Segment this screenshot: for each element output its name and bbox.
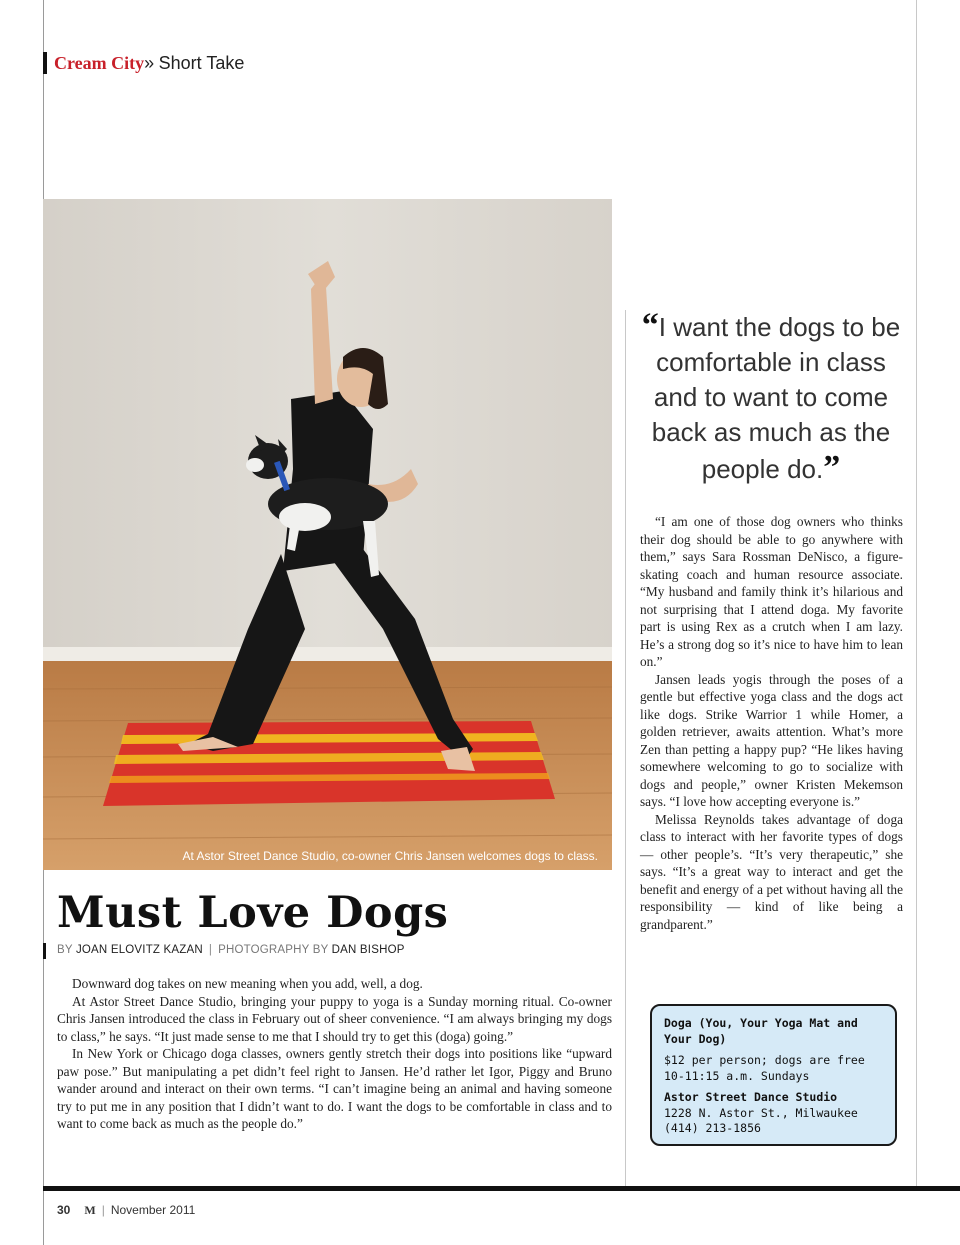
article-headline: Must Love Dogs	[57, 888, 449, 938]
article-body-left	[57, 975, 612, 1133]
section-separator: »	[144, 53, 155, 73]
body-paragraph: Melissa Reynolds takes advantage of doga class to interact with her favorite types of dogs — other people’s. “It’s very therapeutic,” she says. “It’s a great way to interact and get the benefit and energy of a pet without having all the responsibility — kind of like being a grandparent.”	[640, 811, 903, 932]
pull-quote-text: I want the dogs to be comfortable in class and to want to come back as much as the people do.	[651, 312, 901, 484]
page-folio	[57, 1203, 195, 1218]
folio-separator: |	[101, 1203, 105, 1217]
info-box	[650, 1004, 897, 1146]
byline-photographer: DAN BISHOP	[331, 944, 405, 956]
body-paragraph: Jansen leads yogis through the poses of a gentle but effective yoga class and the dogs act like dogs. Strike Warrior 1 while Homer, a golden retriever, awaits attention. What’s more Zen than petting a happy pup? “He likes having somewhere welcoming to go to socialize with dogs and people,” owner Kristen Mekemson says. “I love how accepting everyone is.”	[640, 671, 903, 809]
info-box-price: $12 per person; dogs are free	[664, 1053, 865, 1067]
byline-author: JOAN ELOVITZ KAZAN	[75, 944, 203, 956]
byline-separator: |	[208, 944, 213, 956]
info-box-venue: Astor Street Dance Studio	[664, 1090, 838, 1104]
footer-rule	[43, 1186, 960, 1191]
info-box-phone: (414) 213-1856	[664, 1121, 761, 1135]
info-box-address: 1228 N. Astor St., Milwaukee	[664, 1105, 858, 1120]
body-paragraph: “I am one of those dog owners who thinks their dog should be able to go anywhere with them,” says Sara Rossman DeNisco, a figure-skating coach and human resource associate. “My husband and family think it’s hilarious and not surprising that I attend doga. My favorite part is using Rex as a crutch when I am lazy. He’s a strong dog so it’s nice to have him to lean on.”	[640, 514, 903, 669]
open-quote-mark: “	[641, 307, 659, 344]
yoga-photo-illustration	[43, 199, 612, 870]
byline-photo-label: PHOTOGRAPHY BY	[218, 944, 329, 956]
feature-photo	[43, 199, 612, 870]
close-quote-mark: ”	[823, 449, 841, 486]
byline	[57, 944, 405, 956]
section-header	[54, 52, 244, 74]
photo-caption: At Astor Street Dance Studio, co-owner Chris Jansen welcomes dogs to class.	[182, 849, 598, 863]
magazine-logo: M	[84, 1203, 96, 1217]
right-margin-rule	[916, 0, 917, 1188]
article-body-right	[640, 513, 903, 933]
page-number: 30	[57, 1203, 71, 1217]
pull-quote	[640, 308, 902, 487]
body-paragraph: At Astor Street Dance Studio, bringing your puppy to yoga is a Sunday morning ritual. Co-owner Chris Jansen introduced the class in February out of sheer convenience. “I am always bringing my dogs to class,” he says. “It just made sense to me that I should try to get this (doga) going.”	[57, 993, 612, 1044]
byline-by-label: BY	[57, 944, 73, 956]
section-marker-bar	[43, 52, 47, 74]
info-box-time: 10-11:15 a.m. Sundays	[664, 1068, 810, 1083]
info-box-title: Doga (You, Your Yoga Mat and Your Dog)	[664, 1016, 858, 1046]
section-name: Cream City	[54, 53, 145, 73]
body-paragraph: In New York or Chicago doga classes, owners gently stretch their dogs into positions like “upward paw pose.” But manipulating a pet didn’t feel right to Jansen. He’d rather let Igor, Piggy and Bruno wander around and interact on their own terms. “I can’t imagine being an animal and having someone try to put me in any position that I didn’t want to do. I want the dogs to be comfortable in class and to want to come back as much as the people do.”	[57, 1046, 612, 1131]
column-divider	[625, 310, 626, 1190]
issue-date: November 2011	[110, 1203, 196, 1217]
byline-marker-bar	[43, 943, 46, 959]
section-subtitle: Short Take	[158, 53, 245, 73]
body-paragraph: Downward dog takes on new meaning when you add, well, a dog.	[72, 976, 423, 991]
